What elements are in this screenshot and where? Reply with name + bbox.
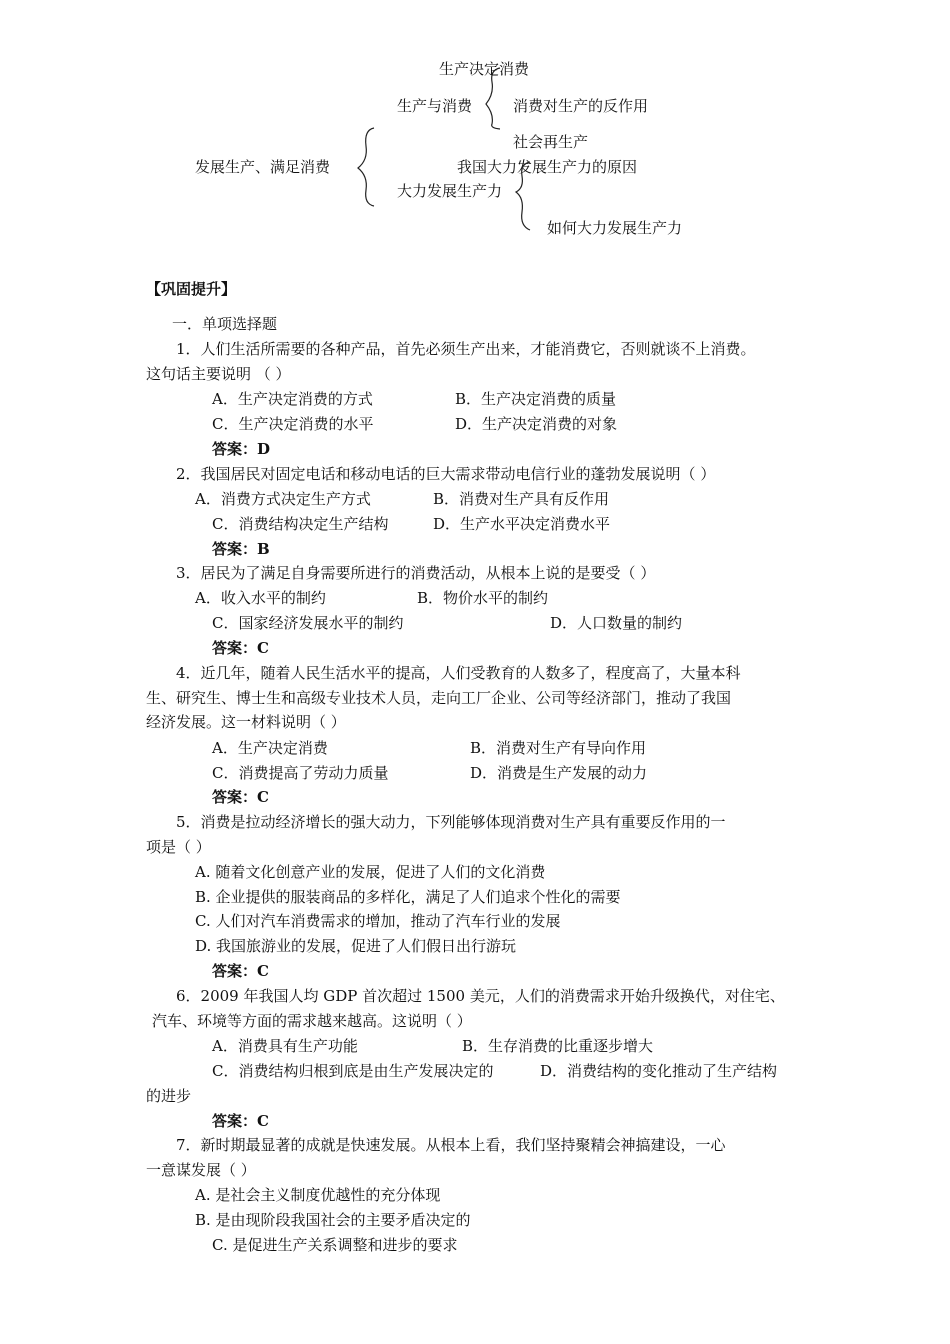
option-a: A．消费具有生产功能 — [212, 1037, 358, 1055]
answer: 答案：C — [212, 788, 269, 806]
option-b: B．消费对生产有导向作用 — [470, 739, 647, 757]
option-d: D．消费是生产发展的动力 — [470, 764, 648, 782]
question-stem: 4．近几年，随着人民生活水平的提高，人们受教育的人数多了，程度高了，大量本科 — [176, 664, 741, 682]
diagram-root: 发展生产、满足消费 — [195, 158, 331, 176]
section-title: 【巩固提升】 — [146, 280, 237, 298]
option-b: B. 是由现阶段我国社会的主要矛盾决定的 — [195, 1211, 471, 1229]
option-d: D．生产水平决定消费水平 — [433, 515, 611, 533]
option-c: C．国家经济发展水平的制约 — [212, 614, 404, 632]
brace-develop — [512, 160, 538, 232]
question-stem: 经济发展。这一材料说明（ ） — [146, 713, 346, 731]
option-c: C. 是促进生产关系调整和进步的要求 — [212, 1236, 458, 1254]
diagram-reproduction-item: 社会再生产 — [513, 133, 589, 151]
answer: 答案：C — [212, 1112, 269, 1130]
diagram-reason-item: 我国大力发展生产力的原因 — [457, 158, 638, 176]
option-b: B．生存消费的比重逐步增大 — [462, 1037, 654, 1055]
diagram-develop: 大力发展生产力 — [397, 182, 503, 200]
option-d: D. 我国旅游业的发展，促进了人们假日出行游玩 — [195, 937, 517, 955]
option-d: D．人口数量的制约 — [550, 614, 683, 632]
option-b: B．消费对生产具有反作用 — [433, 490, 610, 508]
answer: 答案：C — [212, 962, 269, 980]
option-c: C. 人们对汽车消费需求的增加，推动了汽车行业的发展 — [195, 912, 561, 930]
option-a: A．收入水平的制约 — [195, 589, 326, 607]
question-stem: 这句话主要说明 （ ） — [146, 365, 291, 383]
diagram-how-item: 如何大力发展生产力 — [547, 219, 683, 237]
diagram-top-item: 生产决定消费 — [439, 60, 530, 78]
option-c: C．消费结构决定生产结构 — [212, 515, 389, 533]
question-stem: 3．居民为了满足自身需要所进行的消费活动，从根本上说的是要受（ ） — [176, 564, 656, 582]
answer: 答案：B — [212, 540, 270, 558]
option-c: C．消费提高了劳动力质量 — [212, 764, 389, 782]
answer: 答案：C — [212, 639, 269, 657]
question-stem: 一意谋发展（ ） — [146, 1161, 256, 1179]
option-c: C．生产决定消费的水平 — [212, 415, 374, 433]
option-b: B．物价水平的制约 — [417, 589, 549, 607]
option-a: A．生产决定消费的方式 — [212, 390, 373, 408]
question-stem: 1．人们生活所需要的各种产品，首先必须生产出来，才能消费它，否则就谈不上消费。 — [176, 340, 756, 358]
question-stem: 项是（ ） — [146, 838, 211, 856]
question-stem: 6．2009 年我国人均 GDP 首次超过 1500 美元，人们的消费需求开始升级换代，对住宅、 — [176, 987, 785, 1005]
question-stem: 生、研究生、博士生和高级专业技术人员，走向工厂企业、公司等经济部门，推动了我国 — [146, 689, 732, 707]
option-a: A．生产决定消费 — [212, 739, 328, 757]
option-d: D．生产决定消费的对象 — [455, 415, 618, 433]
option-d: D．消费结构的变化推动了生产结构 — [540, 1062, 778, 1080]
option-c: C．消费结构归根到底是由生产发展决定的 — [212, 1062, 494, 1080]
option-a: A. 是社会主义制度优越性的充分体现 — [195, 1186, 441, 1204]
diagram-production-consumption: 生产与消费 — [397, 97, 473, 115]
question-stem: 7．新时期最显著的成就是快速发展。从根本上看，我们坚持聚精会神搞建设，一心 — [176, 1136, 726, 1154]
diagram-reaction-item: 消费对生产的反作用 — [513, 97, 649, 115]
option-a: A. 随着文化创意产业的发展，促进了人们的文化消费 — [195, 863, 546, 881]
question-stem: 2．我国居民对固定电话和移动电话的巨大需求带动电信行业的蓬勃发展说明（ ） — [176, 465, 716, 483]
option-d-continued: 的进步 — [146, 1087, 192, 1105]
brace-root — [352, 126, 382, 208]
answer: 答案：D — [212, 440, 271, 458]
option-b: B．生产决定消费的质量 — [455, 390, 617, 408]
question-stem: 汽车、环境等方面的需求越来越高。这说明（ ） — [152, 1012, 472, 1030]
question-stem: 5．消费是拉动经济增长的强大动力，下列能够体现消费对生产具有重要反作用的一 — [176, 813, 726, 831]
part-heading: 一．单项选择题 — [172, 315, 278, 333]
brace-production-consumption — [480, 66, 510, 130]
option-a: A．消费方式决定生产方式 — [195, 490, 371, 508]
option-b: B. 企业提供的服装商品的多样化，满足了人们追求个性化的需要 — [195, 888, 621, 906]
